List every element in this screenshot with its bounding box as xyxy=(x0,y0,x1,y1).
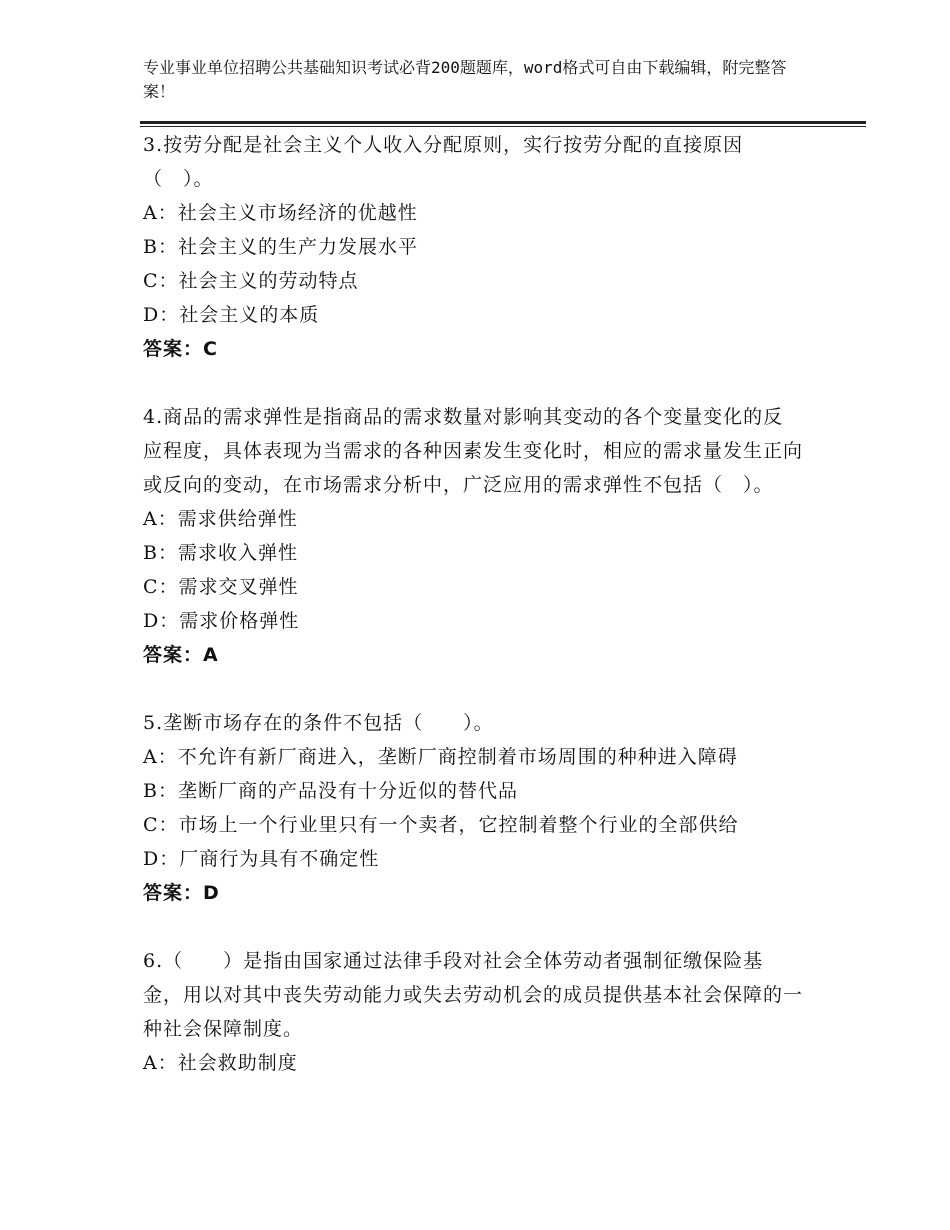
answer-label: 答案：C xyxy=(143,338,218,360)
question-4 xyxy=(143,400,803,672)
question-list xyxy=(143,128,803,1114)
option-a: A：社会救助制度 xyxy=(143,1052,298,1074)
option-d: D：社会主义的本质 xyxy=(143,304,320,326)
answer-label: 答案：A xyxy=(143,644,219,666)
page-header: 专业事业单位招聘公共基础知识考试必背200题题库，word格式可自由下载编辑，附完整答案！ xyxy=(143,58,787,101)
answer-label: 答案：D xyxy=(143,882,220,904)
option-c: C：需求交叉弹性 xyxy=(143,576,299,598)
question-stem: 3.按劳分配是社会主义个人收入分配原则，实行按劳分配的直接原因（ ）。 xyxy=(143,134,744,190)
question-stem: 4.商品的需求弹性是指商品的需求数量对影响其变动的各个变量变化的反应程度，具体表现为当需求的各种因素发生变化时，相应的需求量发生正向或反向的变动，在市场需求分析中，广泛应用的需求弹性不包括（ ）。 xyxy=(143,406,804,496)
option-a: A：不允许有新厂商进入，垄断厂商控制着市场周围的种种进入障碍 xyxy=(143,746,738,768)
header-rule-thin xyxy=(140,126,866,127)
question-6 xyxy=(143,944,803,1080)
header-rule-thick xyxy=(140,121,866,124)
option-d: D：需求价格弹性 xyxy=(143,610,300,632)
option-b: B：垄断厂商的产品没有十分近似的替代品 xyxy=(143,780,518,802)
option-c: C：市场上一个行业里只有一个卖者，它控制着整个行业的全部供给 xyxy=(143,814,739,836)
option-d: D：厂商行为具有不确定性 xyxy=(143,848,380,870)
option-c: C：社会主义的劳动特点 xyxy=(143,270,359,292)
option-b: B：需求收入弹性 xyxy=(143,542,298,564)
question-stem: 6.（ ）是指由国家通过法律手段对社会全体劳动者强制征缴保险基金，用以对其中丧失劳动能力或失去劳动机会的成员提供基本社会保障的一种社会保障制度。 xyxy=(143,950,804,1040)
option-a: A：需求供给弹性 xyxy=(143,508,298,530)
option-a: A：社会主义市场经济的优越性 xyxy=(143,202,418,224)
question-3 xyxy=(143,128,803,366)
question-stem: 5.垄断市场存在的条件不包括（ ）。 xyxy=(143,712,494,734)
question-5 xyxy=(143,706,803,910)
option-b: B：社会主义的生产力发展水平 xyxy=(143,236,418,258)
